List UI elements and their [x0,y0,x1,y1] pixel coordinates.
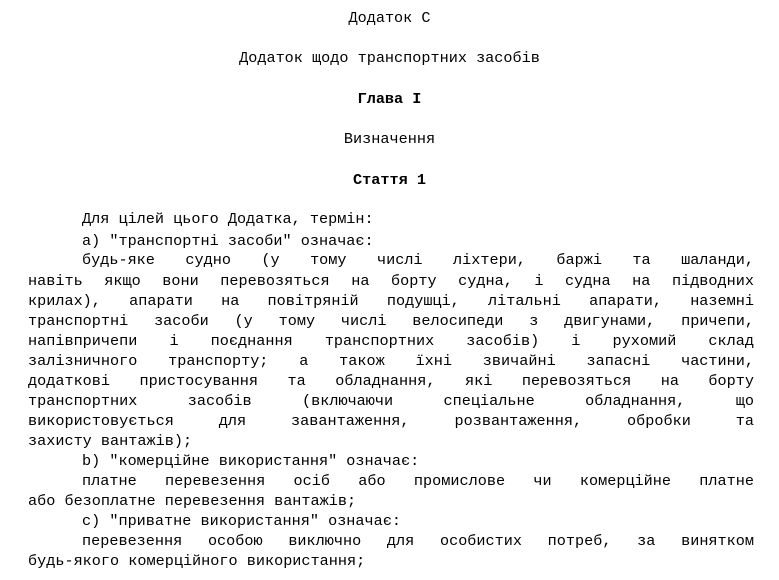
item-c-line: будь-якого комерційного використання; [28,552,366,570]
item-a-line: крилах), апарати на повітряній подушці, літальні апарати, наземні [28,292,754,310]
item-c-label: c) "приватне використання" означає: [82,512,401,530]
item-a-line: транспортних засобів (включаючи спеціальне обладнання, що [28,392,754,410]
section-title: Визначення [343,130,436,148]
item-a-line: напівпричепи і поєднання транспортних засобів) і рухомий склад [28,332,754,350]
appendix-subtitle: Додаток щодо транспортних засобів [239,49,540,67]
item-a-line: додаткові пристосування та обладнання, які перевозяться на борту [28,372,754,390]
item-a-line: захисту вантажів); [28,432,193,450]
chapter-title: Глава I [357,90,422,108]
item-a-line: транспортні засоби (у тому числі велосипеди з двигунами, причепи, [28,312,754,330]
item-b-label: b) "комерційне використання" означає: [82,452,420,470]
item-b-line: або безоплатне перевезення вантажів; [28,492,357,510]
item-a-label: a) "транспортні засоби" означає: [82,232,374,250]
item-a-line: будь-яке судно (у тому числі ліхтери, баржі та шаланди, [82,251,754,269]
item-a-line: використовується для завантаження, розвантаження, обробки та [28,412,754,430]
item-b-line: платне перевезення осіб або промислове чи комерційне платне [82,472,754,490]
item-a-line: навіть якщо вони перевозяться на борту судна, і судна на підводних [28,272,754,290]
intro-paragraph: Для цілей цього Додатка, термін: [82,210,374,228]
article-title: Стаття 1 [353,171,426,189]
appendix-title: Додаток C [348,9,431,27]
item-a-line: залізничного транспорту; а також їхні звичайні запасні частини, [28,352,754,370]
item-c-line: перевезення особою виключно для особистих потреб, за винятком [82,532,754,550]
